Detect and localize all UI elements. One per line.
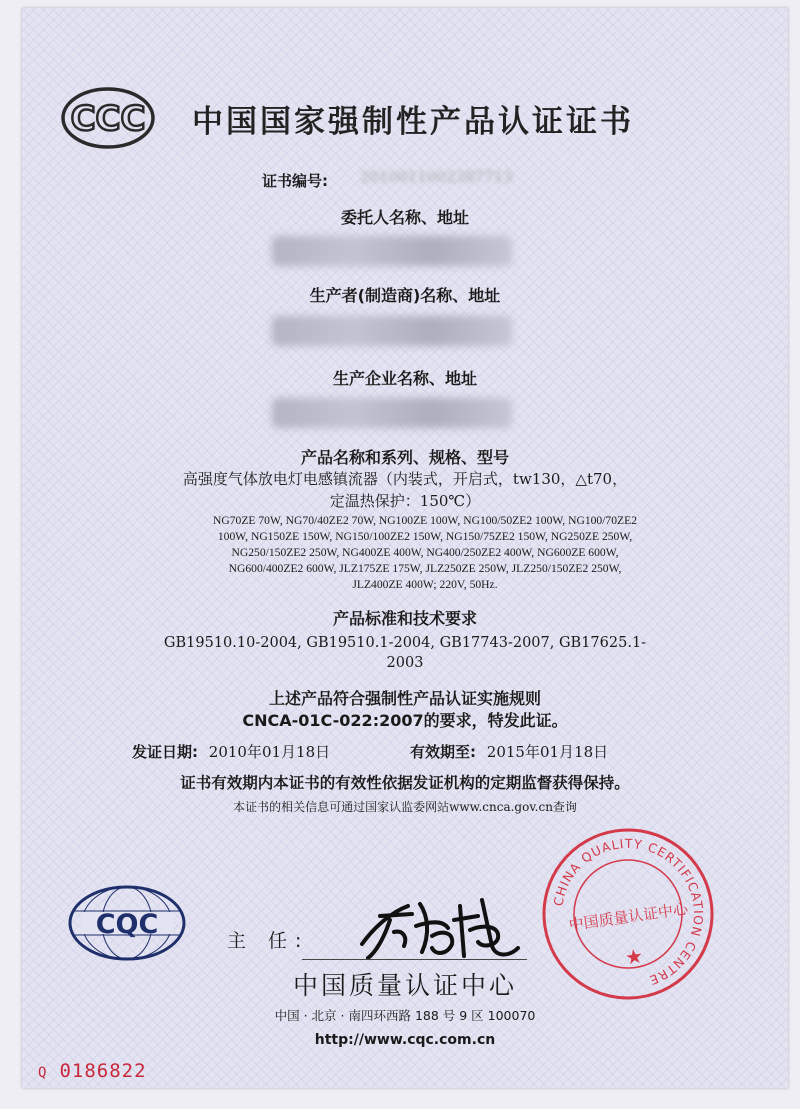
model-line: NG70ZE 70W, NG70/40ZE2 70W, NG100ZE 100W, NG100/50ZE2 100W, NG100/70ZE2 bbox=[212, 514, 637, 527]
ccc-logo-icon bbox=[60, 86, 156, 150]
issue-date bbox=[132, 741, 330, 762]
organization-name: 中国质量认证中心 bbox=[292, 971, 517, 1000]
director-signature bbox=[350, 886, 530, 966]
certificate-page bbox=[22, 8, 788, 1088]
query-note: 本证书的相关信息可通过国家认监委网站www.cnca.gov.cn查询 bbox=[233, 800, 577, 814]
director-label: 主 任: bbox=[227, 930, 310, 952]
standards-line1: GB19510.10-2004, GB19510.1-2004, GB17743-2007, GB17625.1- bbox=[163, 635, 647, 651]
organization-url[interactable]: http://www.cqc.com.cn bbox=[314, 1032, 496, 1048]
issue-date-value: 2010年01月18日 bbox=[208, 743, 331, 761]
product-desc-line2: 定温热保护：150℃） bbox=[329, 492, 481, 510]
serial-number bbox=[38, 1060, 147, 1082]
signature-line bbox=[302, 959, 527, 960]
model-line: JLZ400ZE 400W; 220V, 50Hz. bbox=[352, 578, 498, 591]
model-line: NG250/150ZE2 250W, NG400ZE 400W, NG400/250ZE2 400W, NG600ZE 600W, bbox=[231, 546, 619, 559]
conformity-line1: 上述产品符合强制性产品认证实施规则 bbox=[268, 689, 541, 708]
product-heading: 产品名称和系列、规格、型号 bbox=[300, 448, 509, 467]
cert-number-label: 证书编号: bbox=[262, 172, 328, 190]
certificate-title: 中国国家强制性产品认证证书 bbox=[192, 104, 634, 140]
entrustor-heading: 委托人名称、地址 bbox=[340, 208, 469, 227]
factory-redacted bbox=[272, 398, 512, 428]
validity-note: 证书有效期内本证书的有效性依据发证机构的定期监督获得保持。 bbox=[180, 774, 630, 792]
cert-number-value: 2010011002387713 bbox=[360, 168, 513, 186]
seal-ring-text: CHINA QUALITY CERTIFICATION CENTRE bbox=[550, 835, 707, 989]
expiry-date bbox=[410, 741, 608, 762]
product-desc-line1: 高强度气体放电灯电感镇流器（内装式，开启式，tw130，△t70， bbox=[182, 470, 628, 488]
expiry-date-value: 2015年01月18日 bbox=[486, 743, 609, 761]
factory-heading: 生产企业名称、地址 bbox=[332, 369, 477, 388]
official-seal-icon bbox=[540, 826, 716, 1002]
cqc-logo-icon bbox=[67, 884, 187, 962]
product-models bbox=[120, 513, 730, 593]
manufacturer-redacted bbox=[272, 316, 512, 346]
serial-prefix: Q bbox=[38, 1065, 48, 1081]
seal-star-icon: ★ bbox=[623, 943, 645, 970]
issue-date-label: 发证日期: bbox=[132, 743, 198, 761]
model-line: NG600/400ZE2 600W, JLZ175ZE 175W, JLZ250ZE 250W, JLZ250/150ZE2 250W, bbox=[228, 562, 622, 575]
conformity-line2: CNCA-01C-022:2007的要求，特发此证。 bbox=[242, 711, 568, 730]
ccc-logo-text: CCC bbox=[70, 99, 146, 139]
standards-line2: 2003 bbox=[386, 655, 424, 671]
seal-center-text: 中国质量认证中心 bbox=[567, 899, 690, 935]
manufacturer-heading: 生产者(制造商)名称、地址 bbox=[309, 286, 501, 305]
organization-address: 中国 · 北京 · 南四环西路 188 号 9 区 100070 bbox=[274, 1008, 536, 1023]
model-line: 100W, NG150ZE 150W, NG150/100ZE2 150W, NG150/75ZE2 150W, NG250ZE 250W, bbox=[217, 530, 633, 543]
cqc-logo-text: CQC bbox=[95, 909, 159, 940]
standards-heading: 产品标准和技术要求 bbox=[332, 609, 477, 628]
serial-value: 0186822 bbox=[59, 1060, 147, 1082]
expiry-date-label: 有效期至: bbox=[410, 743, 476, 761]
entrustor-redacted bbox=[272, 236, 512, 266]
